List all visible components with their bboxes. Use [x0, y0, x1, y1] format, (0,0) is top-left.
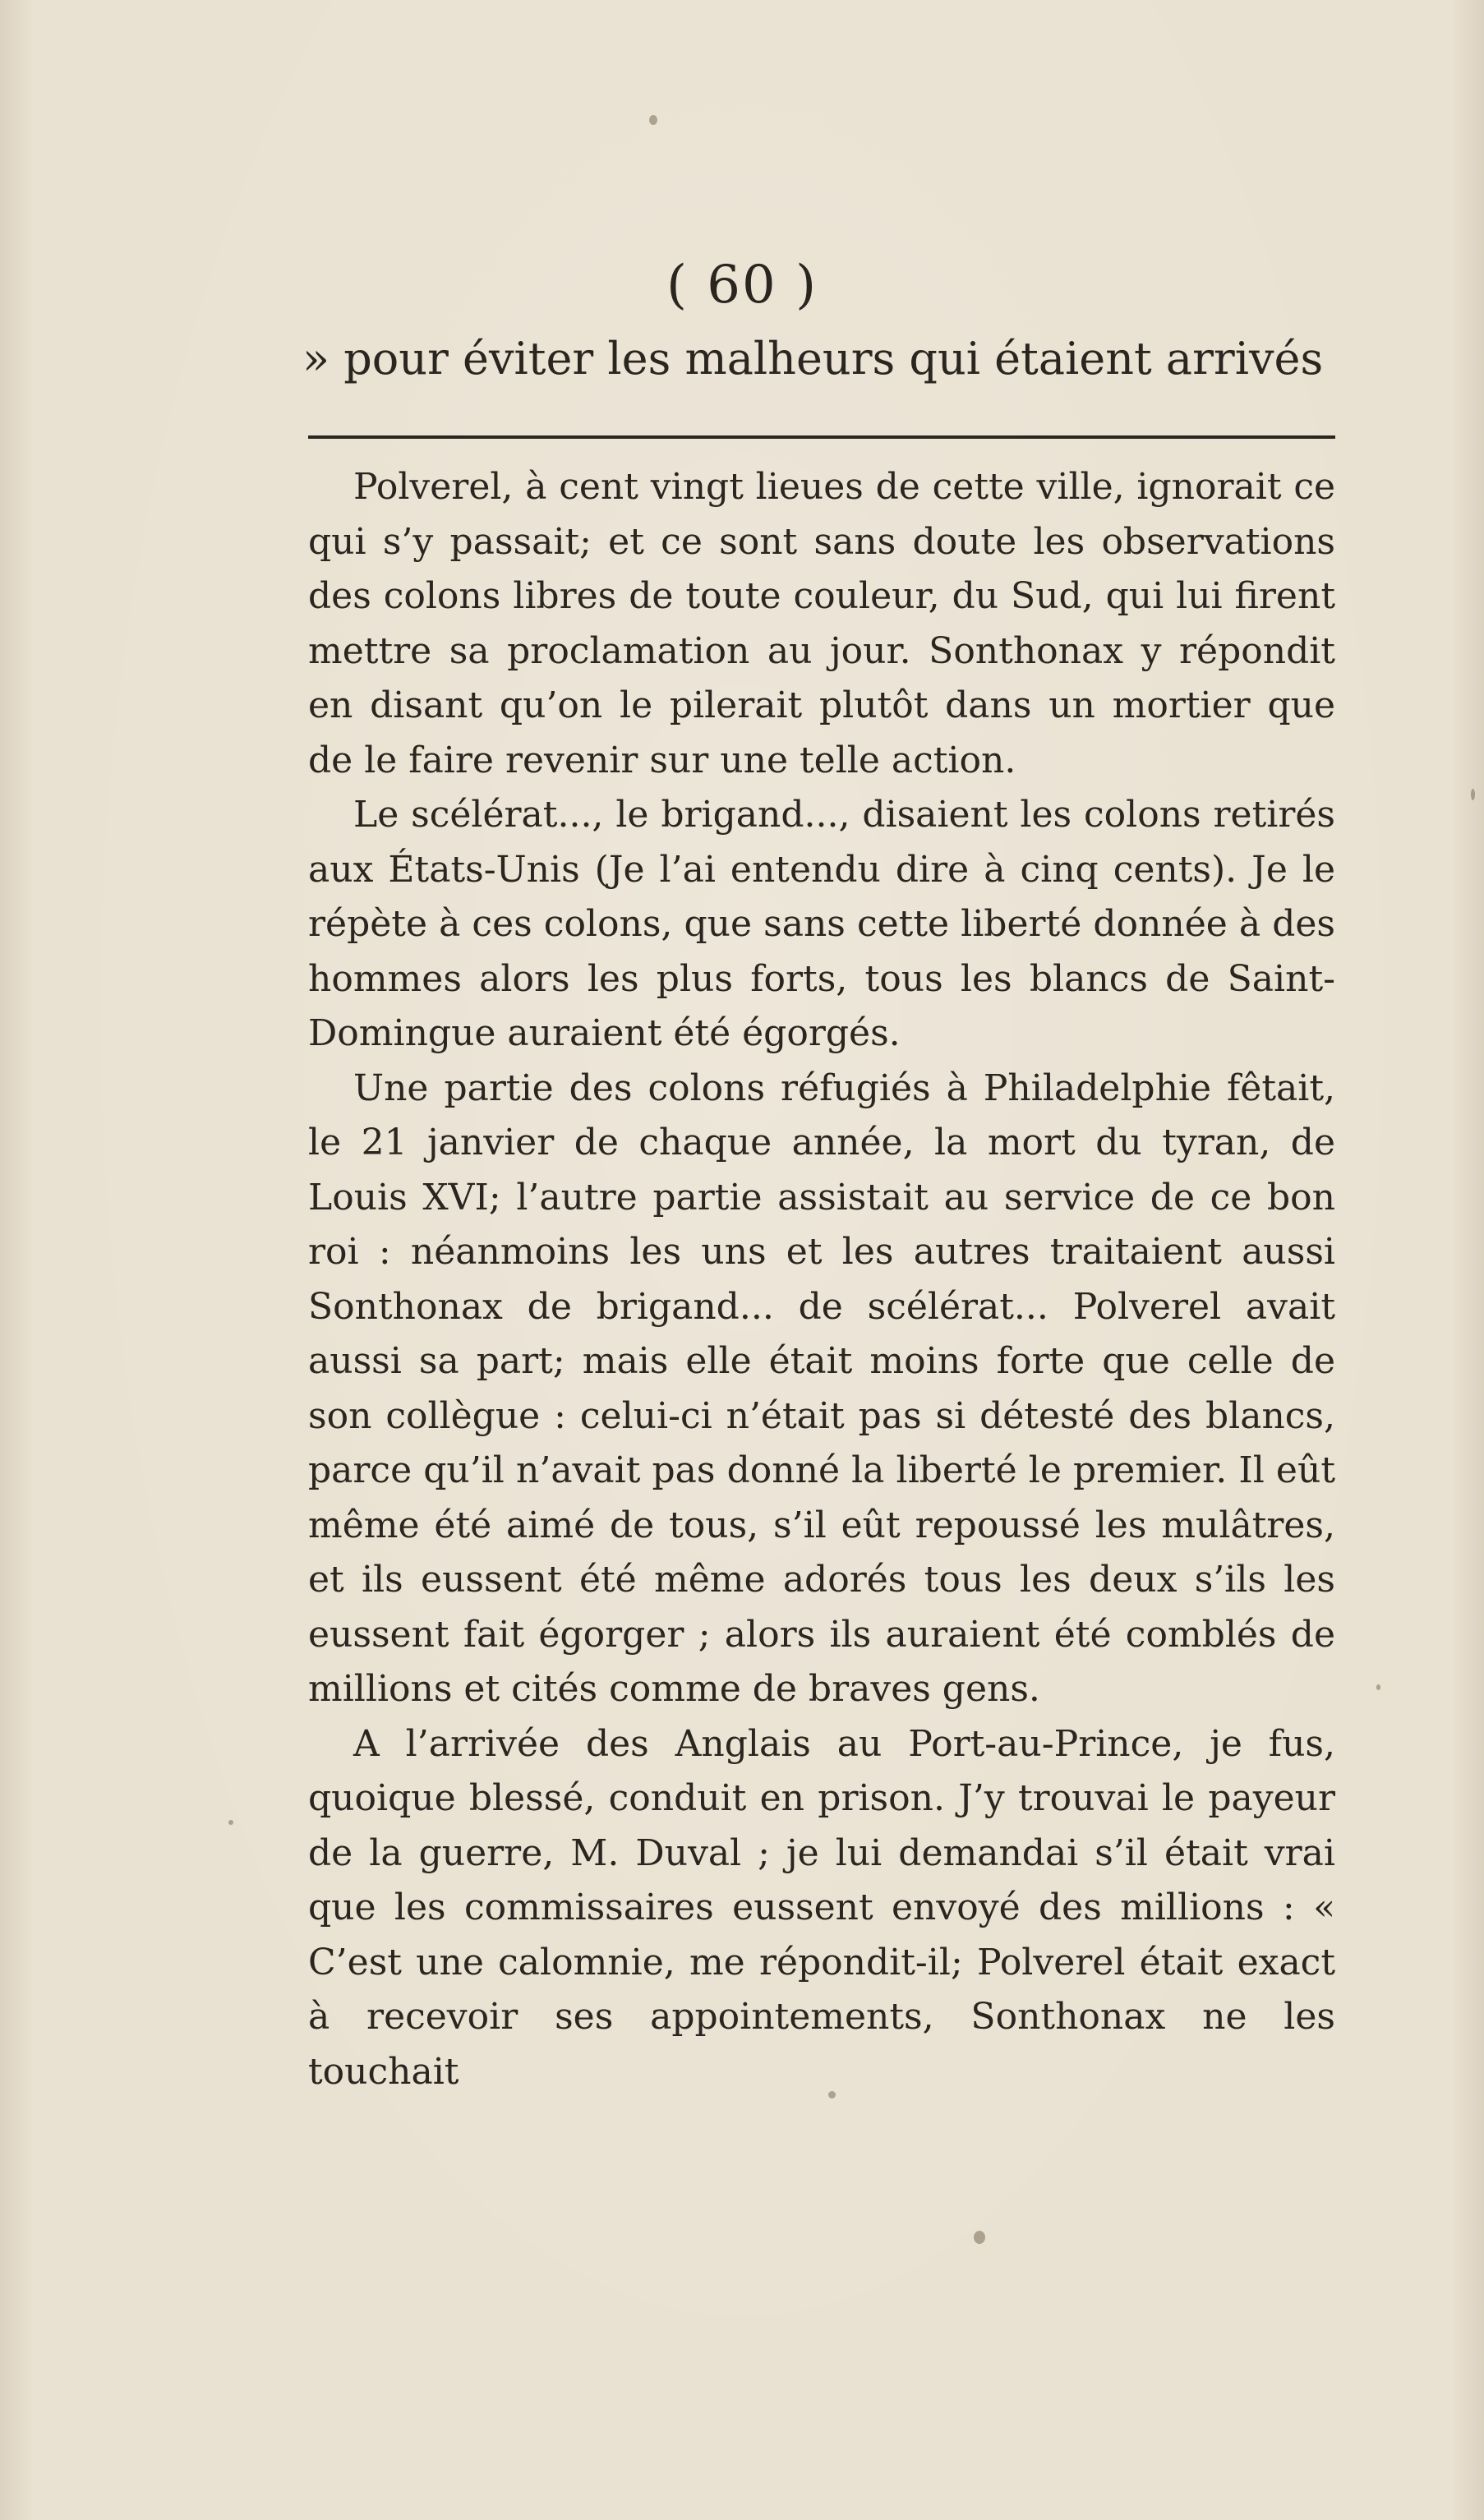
ink-speck	[649, 115, 657, 125]
ink-speck	[1471, 789, 1475, 800]
body-text	[308, 460, 1335, 2099]
ink-speck	[228, 1820, 233, 1825]
catchline: » pour éviter les malheurs qui étaient arrivés	[302, 333, 1324, 385]
ink-speck	[1376, 1684, 1380, 1690]
paragraph-1: Polverel, à cent vingt lieues de cette ville, ignorait ce qui s’y passait; et ce sont sans doute les observations des colons libres de toute couleur, du Sud, qui lui firent mettre sa proclamation au jour. Sonthonax y répondit en disant qu’on le pilerait plutôt dans un mortier que de le faire revenir sur une telle action.	[308, 466, 1335, 781]
ink-speck	[974, 2231, 985, 2244]
header-rule	[308, 435, 1335, 439]
paragraph-3: Une partie des colons réfugiés à Philadelphie fêtait, le 21 janvier de chaque année, la mort du tyran, de Louis XVI; l’autre partie assistait au service de ce bon roi : néanmoins les uns et les autres traitaient aussi Sonthonax de brigand... de scélérat... Polverel avait aussi sa part; mais elle était moins forte que celle de son collègue : celui-ci n’était pas si détesté des blancs, parce qu’il n’avait pas donné la liberté le premier. Il eût même été aimé de tous, s’il eût repoussé les mulâtres, et ils eussent été même adorés tous les deux s’ils les eussent fait égorger ; alors ils auraient été comblés de millions et cités comme de braves gens.	[308, 1067, 1335, 1710]
paragraph-2: Le scélérat..., le brigand..., disaient les colons retirés aux États-Unis (Je l’ai entendu dire à cinq cents). Je le répète à ces colons, que sans cette liberté donnée à des hommes alors les plus forts, tous les blancs de Saint-Domingue auraient été égorgés.	[308, 794, 1335, 1054]
paragraph-4: A l’arrivée des Anglais au Port-au-Prince, je fus, quoique blessé, conduit en prison. J’y trouvai le payeur de la guerre, M. Duval ; je lui demandai s’il était vrai que les commissaires eussent envoyé des millions : « C’est une calomnie, me répondit-il; Polverel était exact à recevoir ses appointements, Sonthonax ne les touchait	[308, 1722, 1335, 2093]
page-number: ( 60 )	[666, 255, 818, 316]
